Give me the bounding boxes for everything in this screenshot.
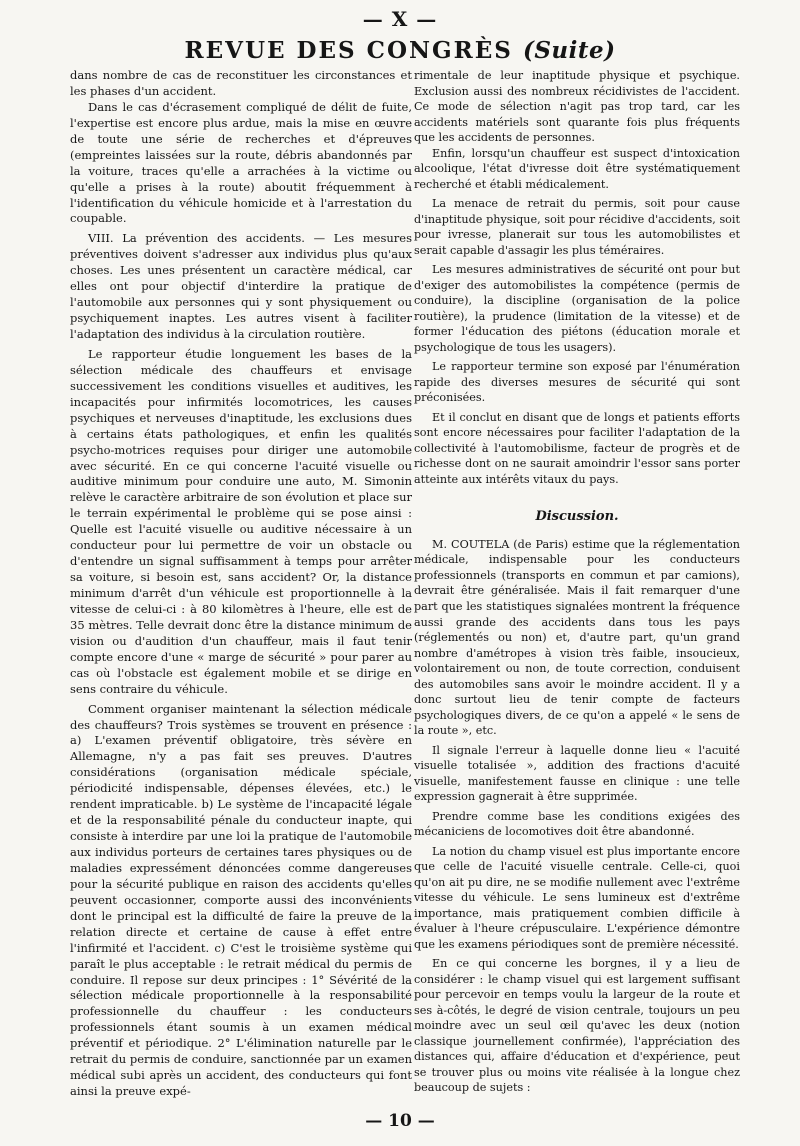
paragraph: rimentale de leur inaptitude physique et psychique. Exclusion aussi des nombreux récidivistes de l'accident. Ce mode de sélection n'agit pas trop tard, car les accidents matériels sont quarante fois plus fréquents que les accidents de personnes. <box>414 69 740 145</box>
journal-title: REVUE DES CONGRÈS <box>184 37 513 64</box>
paragraph: En ce qui concerne les borgnes, il y a lieu de considérer : le champ visuel qui est largement suffisant pour percevoir en temps voulu la largeur de la route et ses à-côtés, le degré de vision centrale, toujours un peu moindre avec un seul œil qu'avec les deux (notion classique journellement confirmée), l'appréciation des distances qui, affaire d'éducation et d'expérience, peut se trouver plus ou moins vite réalisée à la longue chez beaucoup de sujets : <box>414 957 740 1095</box>
paragraph: dans nombre de cas de reconstituer les circonstances et les phases d'un accident. <box>70 68 412 98</box>
section-heading-paragraph: VIII. La prévention des accidents. — Les mesures préventives doivent s'adresser aux individus plus qu'aux choses. Les unes présentent un caractère médical, car elles ont pour objectif d'interdire la pratique de l'automobile aux personnes qui y sont physiquement ou psychiquement inaptes. Les autres visent à faciliter l'adaptation des individus à la circulation routière. <box>70 231 412 341</box>
title-suffix: (Suite) <box>522 37 616 64</box>
paragraph: La notion du champ visuel est plus importante encore que celle de l'acuité visuelle centrale. Celle-ci, quoi qu'on ait pu dire, ne se modifie nullement avec l'extrême vitesse du véhicule. Le sens lumineux est d'extrême importance, mais pratiquement combien difficile à évaluer à l'heure crépusculaire. L'expérience démontre que les examens périodiques sont de première nécessité. <box>414 844 740 951</box>
page-number-roman: — X — <box>362 7 438 31</box>
paragraph: Le rapporteur étudie longuement les bases de la sélection médicale des chauffeurs et envisage successivement les conditions visuelles et auditives, les incapacités pour infirmités locomotrices, les causes psychiques et nerveuses d'inaptitude, les exclusions dues à certains états pathologiques, et enfin les qualités psycho-motrices requises pour diriger une automobile avec sécurité. En ce qui concerne l'acuité visuelle ou auditive minimum pour conduire une auto, M. Simonin relève le caractère arbitraire de son évolution et place sur le terrain expérimental le problème qui se pose ainsi : Quelle est l'acuité visuelle ou auditive nécessaire à un conducteur pour lui permettre de voir un obstacle ou d'entendre un signal suffisamment à temps pour arrêter sa voiture, si besoin est, sans accident? Or, la distance minimum d'arrêt d'un véhicule est proportionnelle à la vitesse de celui-ci : à 80 kilomètres à l'heure, elle est de 35 mètres. Telle devrait donc être la distance minimum de vision ou d'audition d'un chauffeur, mais il faut tenir compte encore d'une « marge de sécurité » pour parer au cas où l'obstacle est également mobile et se dirige en sens contraire du véhicule. <box>70 346 412 696</box>
paragraph: Prendre comme base les conditions exigées des mécaniciens de locomotives doit être abandonné. <box>414 809 740 839</box>
paragraph: Comment organiser maintenant la sélection médicale des chauffeurs? Trois systèmes se trouvent en présence : a) L'examen préventif obligatoire, très sévère en Allemagne, n'y a pas fait ses preuves. D'autres considérations (organisation médicale spéciale, périodicité indispensable, dépenses élevées, etc.) le rendent impraticable. b) Le système de l'incapacité légale et de la responsabilité pénale du conducteur inapte, qui consiste à interdire par une loi la pratique de l'automobile aux individus porteurs de certaines tares physiques ou de maladies expressément dénoncées comme dangereuses pour la sécurité publique en raison des accidents qu'elles peuvent occasionner, comporte aussi des inconvénients dont le principal est la difficulté de faire la preuve de la relation directe et certaine de cause à effet entre l'infirmité et l'accident. c) C'est le troisième système qui paraît le plus acceptable : le retrait médical du permis de conduire. Il repose sur deux principes : 1° Sévérité de la sélection médicale proportionnelle à la responsabilité professionnelle du chauffeur : les conducteurs professionnels étant soumis à un examen médical préventif et périodique. 2° L'élimination naturelle par le retrait du permis de conduire, sanctionnée par un examen médical subi après un accident, des conducteurs qui font ainsi la preuve expé- <box>70 701 412 1099</box>
right-column <box>414 68 740 1096</box>
paragraph: Le rapporteur termine son exposé par l'énumération rapide des diverses mesures de sécurité qui sont préconisées. <box>414 360 740 405</box>
paragraph: M. COUTELA (de Paris) estime que la réglementation médicale, indispensable pour les conducteurs professionnels (transports en commun et par camions), devrait être généralisée. Mais il fait remarquer d'une part que les statistiques signalées montrent la fréquence aussi grande des accidents dans tous les pays (réglementés ou non) et, d'autre part, qu'un grand nombre d'amétropes à vision très faible, insoucieux, volontairement ou non, de toute correction, conduisent des automobiles sans avoir le moindre accident. Il y a donc surtout lieu de tenir compte de facteurs psychologiques divers, de ce qu'on a appelé « le sens de la route », etc. <box>414 537 740 738</box>
paragraph: Il signale l'erreur à laquelle donne lieu « l'acuité visuelle totalisée », addition des fractions d'acuité visuelle, manifestement fausse en clinique : une telle expression gagnerait à être supprimée. <box>414 743 740 804</box>
paragraph: La menace de retrait du permis, soit pour cause d'inaptitude physique, soit pour récidive d'accidents, soit pour ivresse, planerait sur tous les automobilistes et serait capable d'assagir les plus téméraires. <box>414 197 740 257</box>
paragraph: Dans le cas d'écrasement compliqué de délit de fuite, l'expertise est encore plus ardue, mais la mise en œuvre de toute une série de recherches et d'épreuves (empreintes laissées sur la route, débris abandonnés par la voiture, traces qu'elle a arrachées à la victime ou qu'elle a prises à la route) aboutit fréquemment à l'identification du véhicule homicide et à l'arrestation du coupable. <box>70 99 412 226</box>
discussion-heading: Discussion. <box>535 509 619 525</box>
page-number: — 10 — <box>365 1111 435 1131</box>
running-title <box>0 36 800 66</box>
left-column <box>70 68 412 1100</box>
paragraph: Et il conclut en disant que de longs et patients efforts sont encore nécessaires pour faciliter l'adaptation de la collectivité à l'automobilisme, facteur de progrès et de richesse dont on ne saurait amoindrir l'essor sans porter atteinte aux intérêts vitaux du pays. <box>414 410 740 486</box>
paragraph: Les mesures administratives de sécurité ont pour but d'exiger des automobilistes la compétence (permis de conduire), la discipline (organisation de la police routière), la prudence (limitation de la vitesse) et de former l'éducation des piétons (éducation morale et psychologique de tous les usagers). <box>414 263 740 354</box>
paragraph: Enfin, lorsqu'un chauffeur est suspect d'intoxication alcoolique, l'état d'ivresse doit être systématiquement recherché et établi médicalement. <box>414 146 740 191</box>
